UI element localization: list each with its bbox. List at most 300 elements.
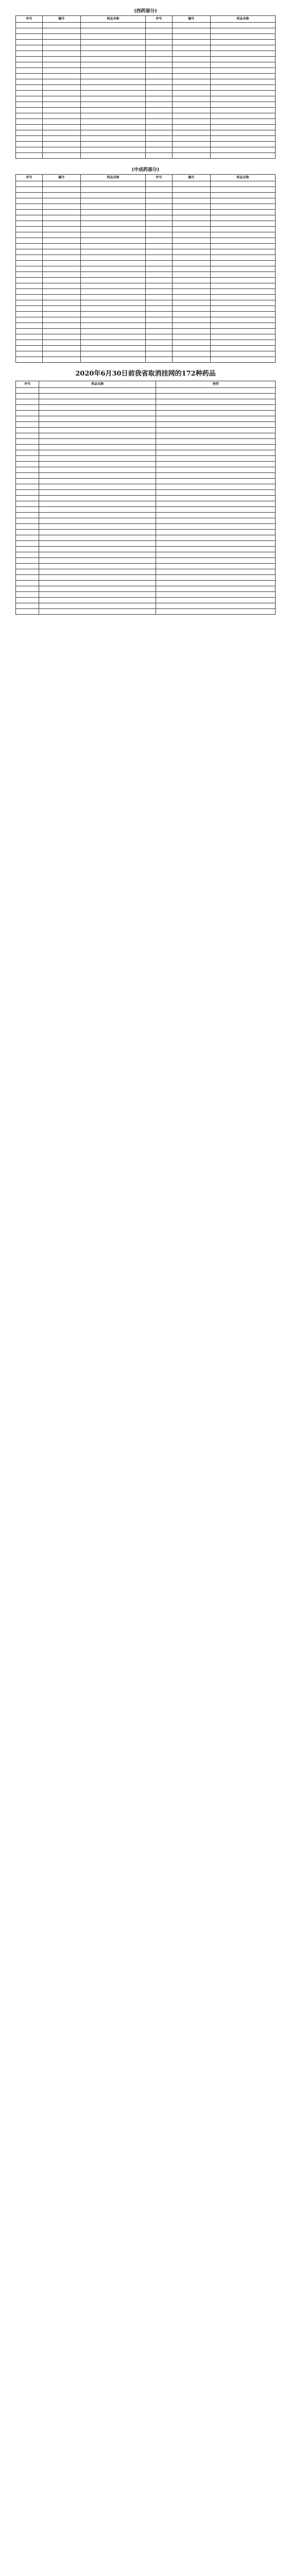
table-cell — [39, 518, 156, 524]
table-header-row — [16, 381, 276, 388]
table-cell — [42, 113, 80, 119]
table-cell — [42, 153, 80, 159]
table-row — [16, 232, 276, 238]
table-cell — [210, 119, 275, 125]
table-cell — [16, 428, 39, 433]
table-cell — [16, 357, 43, 363]
table-cell — [80, 113, 145, 119]
table-cell — [80, 147, 145, 153]
column-header: 序号 — [145, 175, 172, 181]
table-cell — [172, 130, 210, 136]
table-cell — [210, 147, 275, 153]
table-cell — [42, 300, 80, 306]
table-cell — [42, 193, 80, 198]
table-cell — [16, 518, 39, 524]
table-cell — [42, 187, 80, 193]
table-cell — [16, 108, 43, 113]
table-cell — [145, 300, 172, 306]
table-cell — [172, 334, 210, 340]
section-title-western: (西药部分) — [134, 9, 157, 14]
table-row — [16, 198, 276, 204]
table-row — [16, 40, 276, 45]
table-cell — [16, 113, 43, 119]
table-cell — [16, 34, 43, 40]
column-header: 编号 — [42, 175, 80, 181]
table-cell — [16, 74, 43, 79]
table-cell — [172, 79, 210, 85]
table-cell — [145, 323, 172, 329]
table-cell — [156, 564, 276, 569]
table-cell — [172, 51, 210, 57]
table-cell — [16, 193, 43, 198]
table-cell — [172, 153, 210, 159]
table-row — [16, 496, 276, 501]
table-cell — [172, 295, 210, 300]
table-cell — [42, 181, 80, 187]
table-cell — [210, 261, 275, 266]
table-cell — [156, 552, 276, 558]
table-cell — [16, 23, 43, 28]
table-cell — [210, 181, 275, 187]
table-row — [16, 278, 276, 283]
table-cell — [156, 479, 276, 484]
table-cell — [172, 346, 210, 351]
table-cell — [16, 278, 43, 283]
table-cell — [210, 62, 275, 68]
table-row — [16, 51, 276, 57]
table-cell — [42, 108, 80, 113]
table-row — [16, 283, 276, 289]
column-header: 药品名称 — [39, 381, 156, 388]
table-cell — [210, 198, 275, 204]
table-cell — [42, 238, 80, 244]
table-row — [16, 261, 276, 266]
table-row — [16, 462, 276, 467]
table-cell — [145, 96, 172, 102]
western-drug-table — [15, 15, 276, 159]
table-cell — [39, 416, 156, 422]
table-cell — [210, 232, 275, 238]
table-cell — [145, 23, 172, 28]
table-row — [16, 490, 276, 496]
table-cell — [39, 445, 156, 450]
table-cell — [172, 255, 210, 261]
table-cell — [210, 125, 275, 130]
table-cell — [156, 535, 276, 541]
table-cell — [172, 23, 210, 28]
table-cell — [80, 34, 145, 40]
table-row — [16, 575, 276, 581]
table-cell — [16, 598, 39, 603]
table-cell — [39, 609, 156, 615]
table-cell — [42, 198, 80, 204]
table-row — [16, 603, 276, 609]
table-cell — [39, 603, 156, 609]
table-cell — [16, 445, 39, 450]
table-cell — [156, 501, 276, 507]
table-cell — [39, 450, 156, 456]
table-cell — [39, 598, 156, 603]
table-cell — [156, 467, 276, 473]
table-cell — [80, 187, 145, 193]
table-cell — [156, 439, 276, 445]
table-row — [16, 23, 276, 28]
table-cell — [172, 266, 210, 272]
table-cell — [156, 586, 276, 592]
table-cell — [145, 357, 172, 363]
table-row — [16, 91, 276, 96]
table-cell — [42, 125, 80, 130]
table-cell — [16, 300, 43, 306]
table-cell — [210, 187, 275, 193]
table-cell — [39, 586, 156, 592]
table-cell — [80, 108, 145, 113]
table-cell — [172, 96, 210, 102]
table-cell — [80, 204, 145, 210]
table-row — [16, 535, 276, 541]
table-cell — [156, 524, 276, 530]
table-cell — [39, 428, 156, 433]
table-cell — [39, 411, 156, 416]
table-cell — [42, 261, 80, 266]
table-cell — [156, 558, 276, 564]
table-cell — [145, 68, 172, 74]
table-row — [16, 289, 276, 295]
table-cell — [39, 513, 156, 518]
table-cell — [80, 323, 145, 329]
table-cell — [16, 306, 43, 312]
table-cell — [39, 490, 156, 496]
table-row — [16, 108, 276, 113]
table-cell — [39, 433, 156, 439]
table-row — [16, 513, 276, 518]
table-cell — [172, 28, 210, 34]
table-row — [16, 153, 276, 159]
table-cell — [42, 244, 80, 249]
table-cell — [16, 147, 43, 153]
table-cell — [80, 210, 145, 215]
column-header: 编号 — [172, 175, 210, 181]
table-cell — [42, 74, 80, 79]
table-cell — [145, 74, 172, 79]
table-cell — [16, 416, 39, 422]
table-cell — [16, 329, 43, 334]
table-cell — [80, 51, 145, 57]
table-row — [16, 433, 276, 439]
table-cell — [39, 575, 156, 581]
table-row — [16, 592, 276, 598]
table-row — [16, 74, 276, 79]
table-cell — [80, 261, 145, 266]
table-row — [16, 130, 276, 136]
table-cell — [42, 346, 80, 351]
table-cell — [156, 422, 276, 428]
table-cell — [42, 340, 80, 346]
table-cell — [172, 62, 210, 68]
table-cell — [210, 193, 275, 198]
table-cell — [16, 28, 43, 34]
table-cell — [172, 227, 210, 232]
table-cell — [172, 34, 210, 40]
table-cell — [16, 575, 39, 581]
table-cell — [145, 210, 172, 215]
table-cell — [42, 227, 80, 232]
table-cell — [172, 74, 210, 79]
table-cell — [42, 23, 80, 28]
table-row — [16, 450, 276, 456]
table-cell — [145, 334, 172, 340]
table-cell — [145, 278, 172, 283]
table-cell — [145, 187, 172, 193]
table-cell — [156, 496, 276, 501]
table-row — [16, 323, 276, 329]
table-cell — [42, 232, 80, 238]
table-cell — [172, 317, 210, 323]
table-cell — [210, 306, 275, 312]
table-cell — [16, 62, 43, 68]
table-cell — [42, 62, 80, 68]
table-cell — [16, 130, 43, 136]
table-cell — [80, 312, 145, 317]
table-cell — [145, 340, 172, 346]
table-cell — [156, 513, 276, 518]
table-cell — [172, 306, 210, 312]
table-cell — [16, 586, 39, 592]
table-cell — [172, 108, 210, 113]
table-cell — [16, 422, 39, 428]
table-cell — [80, 62, 145, 68]
table-cell — [210, 346, 275, 351]
table-cell — [172, 198, 210, 204]
top-link[interactable] — [0, 0, 291, 4]
table-cell — [210, 204, 275, 210]
table-cell — [145, 102, 172, 108]
table-cell — [145, 266, 172, 272]
table-cell — [42, 51, 80, 57]
table-cell — [39, 524, 156, 530]
table-cell — [80, 102, 145, 108]
table-row — [16, 249, 276, 255]
table-row — [16, 147, 276, 153]
table-row — [16, 266, 276, 272]
table-cell — [145, 147, 172, 153]
table-cell — [16, 524, 39, 530]
table-cell — [210, 244, 275, 249]
table-cell — [16, 227, 43, 232]
table-cell — [210, 45, 275, 51]
table-cell — [210, 255, 275, 261]
table-cell — [145, 51, 172, 57]
table-cell — [16, 467, 39, 473]
table-cell — [16, 232, 43, 238]
column-header: 药品名称 — [210, 16, 275, 23]
table-row — [16, 388, 276, 394]
table-cell — [16, 501, 39, 507]
column-header: 序号 — [16, 381, 39, 388]
table-cell — [172, 357, 210, 363]
table-cell — [16, 266, 43, 272]
table-cell — [39, 439, 156, 445]
table-row — [16, 119, 276, 125]
table-cell — [145, 198, 172, 204]
table-cell — [42, 130, 80, 136]
table-cell — [145, 62, 172, 68]
table-cell — [210, 295, 275, 300]
table-cell — [156, 428, 276, 433]
table-cell — [145, 130, 172, 136]
table-row — [16, 501, 276, 507]
table-cell — [16, 411, 39, 416]
column-header: 编号 — [42, 16, 80, 23]
table-cell — [210, 227, 275, 232]
table-cell — [80, 68, 145, 74]
table-row — [16, 552, 276, 558]
table-cell — [80, 232, 145, 238]
table-row — [16, 113, 276, 119]
table-cell — [172, 312, 210, 317]
table-cell — [210, 312, 275, 317]
table-cell — [145, 295, 172, 300]
table-cell — [16, 507, 39, 513]
table-cell — [172, 119, 210, 125]
table-cell — [172, 215, 210, 221]
table-cell — [80, 317, 145, 323]
table-cell — [16, 153, 43, 159]
table-cell — [16, 312, 43, 317]
table-cell — [210, 102, 275, 108]
table-row — [16, 204, 276, 210]
table-cell — [172, 45, 210, 51]
table-cell — [172, 278, 210, 283]
table-cell — [16, 68, 43, 74]
table-cell — [210, 34, 275, 40]
table-cell — [42, 289, 80, 295]
table-cell — [39, 530, 156, 535]
table-cell — [145, 40, 172, 45]
column-header: 药品名称 — [210, 175, 275, 181]
table-cell — [210, 23, 275, 28]
table-cell — [156, 575, 276, 581]
table-cell — [172, 323, 210, 329]
table-row — [16, 507, 276, 513]
table-cell — [145, 249, 172, 255]
table-cell — [39, 581, 156, 586]
table-cell — [42, 204, 80, 210]
document — [15, 7, 276, 615]
column-header: 序号 — [16, 16, 43, 23]
table-cell — [145, 204, 172, 210]
table-row — [16, 255, 276, 261]
table-cell — [39, 535, 156, 541]
tcm-drug-table — [15, 174, 276, 363]
table-cell — [42, 91, 80, 96]
table-row — [16, 473, 276, 479]
table-cell — [16, 249, 43, 255]
table-row — [16, 329, 276, 334]
table-cell — [172, 289, 210, 295]
table-cell — [39, 462, 156, 467]
table-row — [16, 405, 276, 411]
table-cell — [42, 278, 80, 283]
table-row — [16, 227, 276, 232]
table-cell — [172, 40, 210, 45]
table-cell — [80, 300, 145, 306]
table-cell — [156, 473, 276, 479]
table-cell — [16, 198, 43, 204]
table-cell — [80, 283, 145, 289]
table-cell — [16, 210, 43, 215]
table-cell — [210, 266, 275, 272]
table-cell — [16, 462, 39, 467]
table-cell — [16, 261, 43, 266]
table-row — [16, 79, 276, 85]
table-cell — [42, 317, 80, 323]
table-cell — [39, 484, 156, 490]
column-header: 剂型 — [156, 381, 276, 388]
table-cell — [156, 581, 276, 586]
table-row — [16, 238, 276, 244]
table-row — [16, 34, 276, 40]
table-cell — [156, 598, 276, 603]
column-header: 药品名称 — [80, 16, 145, 23]
table-cell — [42, 68, 80, 74]
table-cell — [210, 221, 275, 227]
table-row — [16, 456, 276, 462]
table-cell — [16, 244, 43, 249]
column-header: 编号 — [172, 16, 210, 23]
table-cell — [210, 215, 275, 221]
table-cell — [80, 340, 145, 346]
table-cell — [42, 147, 80, 153]
table-cell — [210, 108, 275, 113]
table-cell — [16, 85, 43, 91]
table-cell — [16, 484, 39, 490]
table-cell — [80, 278, 145, 283]
table-cell — [42, 142, 80, 147]
table-cell — [80, 153, 145, 159]
table-cell — [210, 340, 275, 346]
table-cell — [172, 193, 210, 198]
table-cell — [16, 592, 39, 598]
table-row — [16, 125, 276, 130]
table-cell — [16, 238, 43, 244]
table-cell — [42, 329, 80, 334]
table-cell — [210, 329, 275, 334]
table-cell — [172, 125, 210, 130]
table-cell — [156, 433, 276, 439]
table-cell — [145, 346, 172, 351]
table-cell — [16, 317, 43, 323]
table-cell — [16, 125, 43, 130]
table-row — [16, 187, 276, 193]
table-cell — [145, 244, 172, 249]
table-cell — [16, 215, 43, 221]
table-cell — [156, 609, 276, 615]
withdrawn-drugs-title: 2020年6月30日前我省取消挂网的172种药品 — [75, 370, 216, 378]
table-row — [16, 295, 276, 300]
table-cell — [210, 96, 275, 102]
table-cell — [16, 334, 43, 340]
table-cell — [16, 283, 43, 289]
table-cell — [80, 125, 145, 130]
table-row — [16, 45, 276, 51]
table-row — [16, 581, 276, 586]
table-cell — [16, 496, 39, 501]
table-cell — [156, 462, 276, 467]
table-cell — [156, 416, 276, 422]
table-cell — [16, 204, 43, 210]
table-cell — [80, 272, 145, 278]
